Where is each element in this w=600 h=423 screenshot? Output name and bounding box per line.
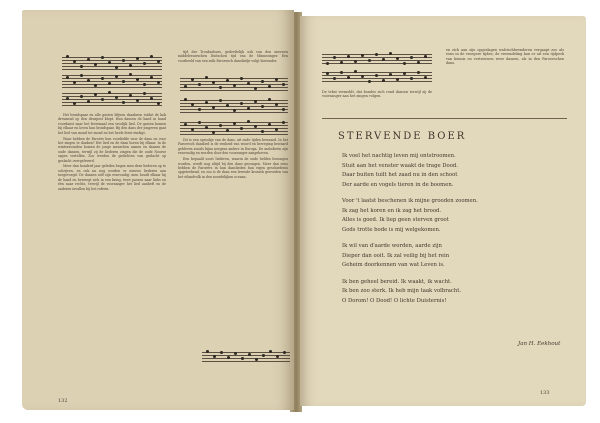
music-note	[219, 99, 222, 102]
music-note	[73, 102, 76, 105]
music-note	[389, 52, 392, 55]
music-note	[129, 64, 132, 67]
music-note	[198, 108, 201, 111]
music-note	[206, 350, 209, 353]
music-note	[101, 56, 104, 59]
music-note	[226, 129, 229, 132]
music-note	[254, 87, 257, 90]
left-page-column-2	[178, 50, 288, 72]
music-note	[66, 97, 69, 100]
music-note	[248, 353, 251, 356]
music-note	[240, 77, 243, 80]
left-page-column-1	[58, 113, 166, 395]
music-note	[361, 54, 364, 57]
music-note	[108, 61, 111, 64]
music-note	[417, 71, 420, 74]
music-note	[122, 59, 125, 62]
music-note	[212, 81, 215, 84]
music-note	[101, 98, 104, 101]
music-note	[282, 83, 285, 86]
music-note	[417, 61, 420, 64]
music-note	[389, 73, 392, 76]
music-note	[198, 83, 201, 86]
music-note	[220, 351, 223, 354]
music-note	[115, 96, 118, 99]
music-note	[87, 79, 90, 82]
music-note	[361, 75, 364, 78]
stanza	[342, 152, 576, 190]
poem-line: Geheim doorkennen van wat Leven is.	[342, 262, 445, 268]
music-note	[66, 55, 69, 58]
music-note	[87, 58, 90, 61]
poem-line: Ik wil van d'aarde worden, aarde zijn	[342, 243, 442, 249]
music-note	[233, 84, 236, 87]
music-note	[247, 120, 250, 123]
poem-line: Der aarde en vogels tieren in de boomen.	[342, 181, 454, 188]
music-note	[213, 355, 216, 358]
music-note	[191, 78, 194, 81]
music-note	[375, 53, 378, 56]
music-note	[205, 101, 208, 104]
music-note	[275, 128, 278, 131]
music-note	[73, 81, 76, 84]
music-caption: De tekst vermeldt, dat bondes zich rond dansen terwijl zij de voorzanger aan het zingen volgen.	[322, 90, 432, 99]
poem-line: Daar buiten tuilt het zaad nu in den schoot	[342, 172, 458, 178]
music-note	[275, 103, 278, 106]
music-note	[212, 106, 215, 109]
music-note	[368, 80, 371, 83]
music-note	[122, 80, 125, 83]
music-staff	[180, 98, 288, 113]
poem-author: Jan H. Eekhout	[518, 341, 561, 347]
paragraph: Dit is een sprookje van de dans, uit oude tijden bewaard. In het Faroeesch danslied is de eenheid van woord en beweging bewaard gebleven zooals bijna nergens anders in Europa. De melodieën zijn eenvoudig en worden door den voorzanger aangeheven.	[178, 138, 288, 156]
music-note	[129, 94, 132, 97]
poem-title: STERVENDE BOER	[338, 131, 467, 142]
continuation-text: en zich aan zijn opgeslagen walvischbeenderen vergaapt zoo als eens in de vroegere tijden; de vreemdeling kan er uit een tijdperk van kennis en vertrouwen weer dansen, als in den Faroeeschen dans.	[446, 48, 564, 66]
music-note	[241, 357, 244, 360]
music-note	[184, 85, 187, 88]
poem-line: Ik voel het nachtig leven mij ontstroomen.	[342, 153, 456, 159]
music-note	[255, 358, 258, 361]
music-staff	[180, 76, 288, 91]
paragraph: Meer dan honderd jaar geleden begon men deze liederen op te schrijven, en ook nu nog worden er nieuwe liederen aan toegevoegd. De dansen zelf zijn eenvoudig: men houdt elkaar bij de hand en beweegt zich in een kring, twee passen naar links en één naar rechts, terwijl de voorzanger het lied aanheft en de anderen invallen bij het refrein.	[58, 164, 166, 191]
music-note	[150, 97, 153, 100]
music-note	[396, 78, 399, 81]
music-note	[347, 76, 350, 79]
music-note	[80, 65, 83, 68]
poem-line: Ik ben geheel bereid. Ik waakt, ik wacht.	[342, 278, 452, 285]
music-note	[73, 60, 76, 63]
music-note	[283, 351, 286, 354]
music-note	[94, 93, 97, 96]
music-note	[108, 91, 111, 94]
music-note	[66, 76, 69, 79]
music-note	[184, 98, 187, 101]
page-number: 133	[540, 390, 550, 396]
page-number: 132	[58, 398, 68, 404]
music-staff	[180, 120, 288, 135]
divider	[322, 118, 567, 119]
music-note	[340, 61, 343, 64]
poem-line: Ik zag het koren en ik zag het brood.	[342, 207, 442, 214]
poem-line: Stuit aan het venster waakt de trage Dood.	[342, 162, 458, 169]
music-note	[333, 56, 336, 59]
music-staff	[322, 70, 432, 84]
music-note	[354, 60, 357, 63]
music-note	[247, 107, 250, 110]
music-note	[254, 125, 257, 128]
music-note	[340, 71, 343, 74]
music-note	[268, 85, 271, 88]
music-note	[240, 127, 243, 130]
music-note	[233, 109, 236, 112]
music-note	[136, 78, 139, 81]
music-note	[382, 79, 385, 82]
music-note	[122, 101, 125, 104]
music-note	[347, 55, 350, 58]
music-note	[261, 80, 264, 83]
stanza	[342, 197, 576, 235]
music-note	[269, 350, 272, 353]
music-note	[219, 124, 222, 127]
music-note	[108, 82, 111, 85]
stanza	[342, 242, 576, 271]
poem	[342, 152, 576, 313]
music-note	[326, 72, 329, 75]
music-staff	[62, 73, 162, 88]
music-staff	[62, 55, 162, 70]
music-note	[424, 76, 427, 79]
music-note	[282, 121, 285, 124]
music-note	[129, 73, 132, 76]
paragraph: Het bruidspaar en alle gasten blijven dansbeen totdat de kok dreunend op den deurpost klopt. Hun dansen de hand in hand voordanst naar het feestmaal een vroolijk lied. De gasten komen bij elkaar en loven hun bruidspaar. Bij den dans der jongeren gaat het lied van mond tot mond en het heele feest eindigt.	[58, 113, 166, 135]
music-note	[143, 62, 146, 65]
music-note	[262, 354, 265, 357]
music-note	[333, 77, 336, 80]
paragraph: tijd der Troubadours, gedeeltelijk ook van den nieuwen middeleeuwschen Duitschen tijd van de Minnezinger. Een voorbeeld van een zulk Faroeesch dansliedje volgt hieronder.	[178, 50, 288, 63]
paragraph: Waar hebben de Faroërs hun voorliefde voor de dans en voor het zingen te danken? Het lied en de dans horen bij elkaar. In de winteravonden komen de jonge menschen samen en dansen de oude dansen, terwijl zij de liederen zingen die de oude Noorse sagen vertellen. Zoo werden de gedichten van geslacht op geslacht overgeleverd.	[58, 136, 166, 163]
left-page	[22, 10, 294, 410]
music-staff	[322, 52, 432, 66]
music-note	[80, 95, 83, 98]
music-note	[205, 76, 208, 79]
music-note	[234, 352, 237, 355]
music-note	[115, 66, 118, 69]
music-note	[403, 72, 406, 75]
music-note	[282, 108, 285, 111]
music-note	[368, 59, 371, 62]
music-note	[261, 130, 264, 133]
music-note	[424, 55, 427, 58]
music-note	[184, 123, 187, 126]
music-staff	[202, 350, 290, 362]
music-note	[410, 56, 413, 59]
music-note	[136, 57, 139, 60]
stanza	[342, 278, 576, 307]
music-note	[275, 78, 278, 81]
music-note	[150, 55, 153, 58]
poem-line: Dieper dan ooit. Ik zal veilig bij het rein	[342, 252, 450, 259]
music-note	[410, 77, 413, 80]
music-note	[198, 121, 201, 124]
music-note	[80, 74, 83, 77]
music-staff	[62, 91, 162, 106]
poem-line: Ik ben zoo sterk. Ik heb mijn taak volbracht.	[342, 288, 462, 294]
paragraph: Een bepaald soort liederen, waarin de oude helden bezongen worden, wordt nog altijd bij den dans gezongen. Meer dan eens hebben de Faroeërs in hun danslieden hun eigen geschiedenis opgeteekend, en zoo is de dans een levende kroniek geworden van het eilandvolk in den noordelijken oceaan.	[178, 157, 288, 179]
music-note	[261, 105, 264, 108]
music-note	[143, 92, 146, 95]
music-note	[143, 83, 146, 86]
poem-line: Gods trotte bode is mij welgekomen.	[342, 226, 441, 233]
music-note	[219, 86, 222, 89]
music-note	[191, 128, 194, 131]
music-note	[150, 76, 153, 79]
music-note	[268, 123, 271, 126]
music-note	[227, 356, 230, 359]
poem-line: Alles is goed. Ik liep geen sterven groot	[342, 217, 449, 223]
music-note	[136, 99, 139, 102]
music-note	[157, 60, 160, 63]
music-note	[326, 62, 329, 65]
music-note	[191, 103, 194, 106]
music-note	[375, 74, 378, 77]
music-note	[396, 57, 399, 60]
music-note	[276, 355, 279, 358]
music-note	[403, 62, 406, 65]
music-note	[87, 100, 90, 103]
music-note	[247, 82, 250, 85]
music-note	[157, 81, 160, 84]
poem-line: O Dorom! O Dood! O lichte Duisternis!	[342, 297, 447, 304]
music-note	[354, 70, 357, 73]
music-note	[94, 84, 97, 87]
music-note	[268, 98, 271, 101]
music-note	[233, 122, 236, 125]
music-note	[226, 104, 229, 107]
music-note	[382, 58, 385, 61]
music-note	[212, 131, 215, 134]
music-note	[254, 100, 257, 103]
music-note	[226, 79, 229, 82]
music-note	[205, 126, 208, 129]
music-note	[94, 63, 97, 66]
music-note	[157, 102, 160, 105]
music-note	[115, 75, 118, 78]
poem-line: Voor 't laatst beschenen ik mijne grooden zoomen.	[342, 198, 478, 204]
music-note	[240, 102, 243, 105]
music-note	[101, 77, 104, 80]
left-page-column-2-body	[178, 138, 288, 346]
